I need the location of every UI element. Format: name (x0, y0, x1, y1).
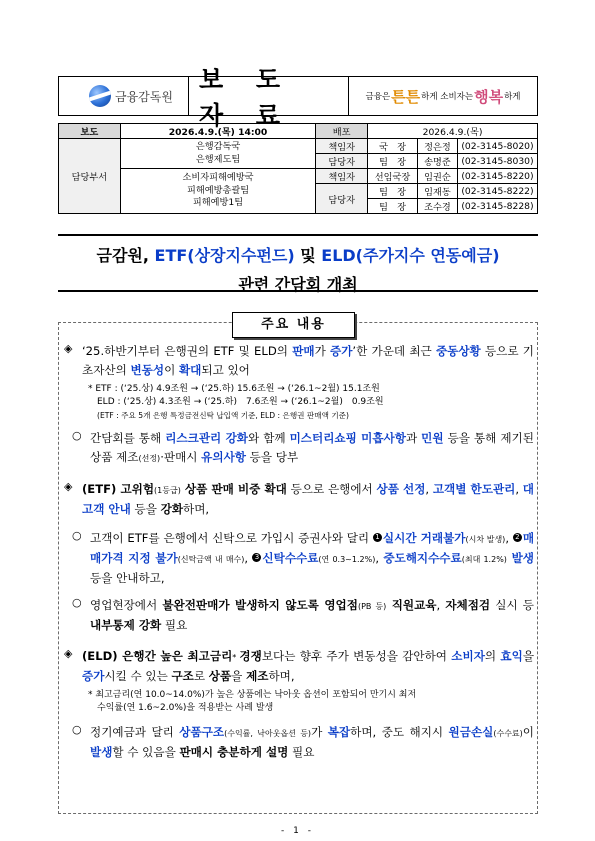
text-segment: 의 (484, 649, 501, 663)
text-segment: 최고금리(연 10.0~14.0%)가 높은 상품에는 낙아웃 옵션이 포함되어 만기시 최저 (95, 690, 417, 700)
bullet-circle (64, 596, 534, 635)
text-segment: 불완전판매가 발생하지 않도록 영업점 (162, 598, 358, 612)
text-segment: 상품 (208, 669, 232, 683)
text-segment: 판매 (292, 344, 315, 358)
text-segment: 실시간 거래불가 (382, 531, 466, 545)
paragraph-eld-explain (90, 723, 534, 762)
text-segment: 과 (405, 431, 422, 445)
text-segment: 유의사항 (201, 450, 246, 464)
text-segment: (수익률, 낙아웃옵션 등) (224, 729, 312, 738)
text-segment: 하며, (268, 669, 295, 683)
text-segment: 시킬 수 있는 (104, 669, 172, 683)
bullet-circle (64, 429, 534, 468)
text-segment: 리스크관리 강화 (165, 431, 248, 445)
text-segment: 필요 (288, 745, 315, 759)
text-segment: (연 0.3~1.2%) (318, 555, 376, 564)
text-segment: 증가 (330, 344, 353, 358)
text-segment: 고객별 한도관리 (432, 482, 516, 496)
text-segment: * (232, 653, 240, 662)
fss-emblem-icon (89, 85, 111, 107)
headline (58, 234, 538, 292)
text-segment: 이 (522, 725, 534, 739)
text-segment: 내부통제 강화 (90, 618, 162, 632)
slogan-word-happy: 행복 (474, 87, 504, 106)
text-segment: 등을 안내하고, (90, 571, 165, 585)
paragraph-meeting (90, 429, 534, 468)
contact-row: 담당자 팀 장 임재동 (02-3145-8222) (59, 184, 538, 199)
text-segment: (시차 발생) (465, 535, 506, 544)
text-segment: , (436, 598, 446, 612)
diamond-bullet-icon: ◈ (64, 342, 73, 355)
dept-banking: 은행감독국 은행제도팀 (120, 139, 315, 169)
paragraph-etf-trust (90, 529, 534, 588)
distribution-value: 2026.4.9.(목) (368, 124, 538, 139)
contact-row: 팀 장 조수경 (02-3145-8228) (59, 199, 538, 214)
org-name: 금융감독원 (115, 89, 173, 104)
document-title: 보 도 자 료 (189, 77, 349, 115)
text-segment: 가 (314, 344, 331, 358)
slogan-word-sturdy: 튼튼 (391, 87, 421, 106)
text-segment: 하며, 중도 해지시 (350, 725, 449, 739)
text-segment: * (88, 690, 93, 700)
headline-line2: 관련 간담회 개최 (238, 275, 358, 294)
text-segment: 제조 (246, 669, 269, 683)
text-segment: 등으로 은행에서 (286, 482, 377, 496)
text-segment: , (375, 551, 384, 565)
text-segment: 원금손실 (448, 725, 494, 739)
text-segment: 보다는 향후 주가 변동성을 감안하여 (261, 649, 452, 663)
text-segment: (1등급) (154, 486, 181, 495)
bullet-diamond (64, 647, 534, 686)
text-segment: , (505, 531, 513, 545)
page-number: - 1 - (281, 826, 314, 836)
circle-bullet-icon: ○ (72, 723, 82, 736)
text-segment: 하며, (183, 502, 210, 516)
slogan: 금융은 튼튼 하게 소비자는 행복 하게 (365, 87, 521, 106)
release-info-table (58, 123, 538, 214)
diamond-bullet-icon: ◈ (64, 480, 73, 493)
text-segment: 고객이 ETF를 은행에서 신탁으로 가입시 증권사와 달리 (90, 531, 373, 545)
text-segment: 등을 당부 (245, 450, 299, 464)
text-segment: 을 (522, 649, 535, 663)
paragraph-etf (82, 480, 534, 519)
text-segment: (ETF) 고위험 (82, 482, 155, 496)
text-segment: 신탁수수료 (262, 551, 319, 565)
text-segment: 미스터리쇼핑 미흡사항 (289, 431, 406, 445)
text-segment: 중도해지수수료 (383, 551, 462, 565)
text-segment: 을 (231, 669, 247, 683)
fss-logo (59, 77, 189, 115)
text-segment: 상품 선정 (376, 482, 426, 496)
text-segment: 판매시 충분하게 설명 (179, 745, 289, 759)
text-segment: (수수료) (493, 729, 523, 738)
text-segment: ETF : (‘25.상) 4.9조원 → (‘25.하) 15.6조원 → (‘26.1~2월) 15.1조원 (95, 384, 380, 394)
number-badge-1: 1 (373, 533, 382, 542)
text-segment: 정기예금과 달리 (90, 725, 180, 739)
text-segment: (ELD) 은행간 (82, 649, 161, 663)
text-segment: , (515, 482, 523, 496)
text-segment: 직원교육 (386, 598, 437, 612)
text-segment: 실시 등 (490, 598, 534, 612)
distribution-label: 배포 (316, 124, 368, 139)
text-segment: 할 수 있음을 (112, 745, 180, 759)
text-segment: (신탁금액 내 매수) (177, 555, 245, 564)
number-badge-2: 2 (513, 533, 522, 542)
text-segment: 구조 (171, 669, 194, 683)
text-segment: * (88, 384, 93, 394)
text-segment: 와 함께 (247, 431, 290, 445)
contact-row: 담당부서 은행감독국 은행제도팀 책임자 국 장 정은정 (02-3145-8020) (59, 139, 538, 154)
text-segment: 높은 최고금리 (160, 649, 233, 663)
paragraph-background (82, 342, 534, 380)
text-segment: ‘25.하반기부터 은행권의 ETF 및 ELD의 (82, 344, 293, 358)
note-line: (ETF : 주요 5개 은행 특정금전신탁 납입액 기준, ELD : 은행권 판매액 기준) (97, 411, 349, 420)
paragraph-eld (82, 647, 534, 686)
text-segment: 되고 있어 (201, 363, 250, 377)
release-label: 보도 (59, 124, 121, 139)
text-segment: 소비자 (451, 649, 485, 663)
headline-line1: 금감원, ETF(상장지수펀드) 및 ELD(주가지수 연동예금) (96, 246, 500, 265)
text-segment: 간담회를 통해 (90, 431, 166, 445)
text-segment: 발생 (506, 551, 534, 565)
text-segment: (PB 등) (357, 602, 387, 611)
text-segment: 필요 (161, 618, 188, 632)
text-segment: (선정) (138, 454, 161, 463)
text-segment: 상품 판매 비중 확대 (180, 482, 287, 496)
max-rate-note (88, 689, 534, 715)
bullet-diamond (64, 480, 534, 519)
text-segment: 대고객 안내 (82, 482, 534, 516)
sales-volume-note (88, 383, 534, 422)
bullet-diamond (64, 342, 534, 380)
text-segment: 발생 (90, 745, 113, 759)
bullet-circle (64, 723, 534, 762)
contact-row: 담당자 팀 장 송명준 (02-3145-8030) (59, 154, 538, 169)
text-segment: 확대 (178, 363, 202, 377)
text-segment: 자체점검 (445, 598, 491, 612)
dept-consumer: 소비자피해예방국 피해예방총괄팀 피해예방1팀 (120, 169, 315, 214)
text-segment: 복잡 (327, 725, 351, 739)
text-segment: 중동상황 (435, 344, 481, 358)
release-row (59, 124, 538, 139)
paragraph-field (90, 596, 534, 635)
circle-bullet-icon: ○ (72, 429, 82, 442)
text-segment: ·판매시 (160, 450, 202, 464)
text-segment: 등을 통해 제기된 상품 제조 (90, 431, 534, 464)
text-segment: ’한 가운데 최근 (352, 344, 436, 358)
text-segment: 효익 (500, 649, 523, 663)
text-segment: 매매가격 지정 불가 (90, 531, 535, 565)
dept-label: 담당부서 (59, 139, 121, 214)
text-segment: 강화 (160, 502, 184, 516)
release-value: 2026.4.9.(목) 14:00 (120, 124, 315, 139)
text-segment: 가 (311, 725, 328, 739)
circle-bullet-icon: ○ (72, 596, 82, 609)
text-segment: 로 (193, 669, 209, 683)
text-segment: 영업현장에서 (90, 598, 163, 612)
text-segment: , (244, 551, 253, 565)
text-segment: 등을 (130, 502, 161, 516)
number-badge-3: 3 (252, 553, 261, 562)
note-line (88, 383, 534, 396)
text-segment: 변동성 (130, 363, 165, 377)
text-segment: (최대 1.2%) (461, 555, 507, 564)
contact-row: 소비자피해예방국 피해예방총괄팀 피해예방1팀 책임자 선임국장 임권순 (02-3145-8220) (59, 169, 538, 184)
summary-label: 주요 내용 (232, 312, 355, 338)
text-segment: 이 (164, 363, 179, 377)
text-segment: 증가 (82, 669, 105, 683)
note-line (88, 689, 534, 702)
text-segment: 경쟁 (239, 649, 262, 663)
text-segment: 등으로 기초자산의 (82, 344, 534, 377)
note-line: 수익률(연 1.6~2.0%)을 적용받는 사례 발생 (97, 703, 274, 713)
bullet-circle (64, 529, 534, 588)
text-segment: , (425, 482, 433, 496)
note-line: ELD : (‘25.상) 4.3조원 → (‘25.하) 7.6조원 → (‘26.1~2월) 0.9조원 (97, 397, 384, 407)
summary-content (64, 342, 534, 762)
press-release-header (58, 65, 538, 130)
text-segment: 상품구조 (179, 725, 225, 739)
circle-bullet-icon: ○ (72, 529, 82, 542)
text-segment: 민원 (421, 431, 444, 445)
diamond-bullet-icon: ◈ (64, 647, 73, 660)
